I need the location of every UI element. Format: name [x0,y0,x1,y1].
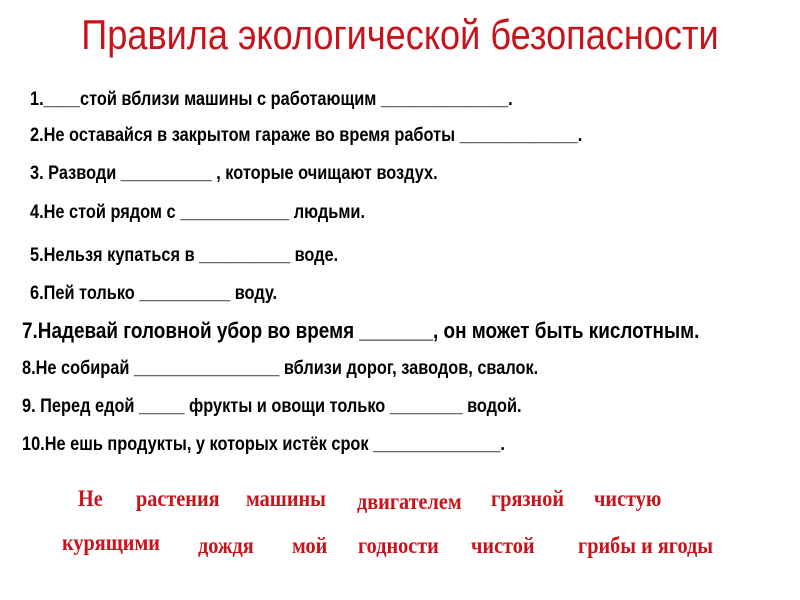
rule-3: 3. Разводи __________ , которые очищают воздух. [30,163,438,184]
rule-2: 2.Не оставайся в закрытом гараже во время работы _____________. [30,125,583,146]
rule-9: 9. Перед едой _____ фрукты и овощи только ________ водой. [22,396,522,417]
page-title: Правила экологической безопасности [81,11,719,58]
word-bank-item: грибы и ягоды [578,533,714,558]
word-bank-item: дождя [198,533,254,558]
rule-7: 7.Надевай головной убор во время _______, он может быть кислотным. [22,318,700,343]
word-bank-item: годности [358,533,439,558]
word-bank-item: грязной [491,486,564,511]
word-bank-item: чистой [471,533,535,558]
rule-1: 1.____стой вблизи машины с работающим ______________. [30,89,513,110]
word-bank-item: курящими [62,530,160,555]
rule-5: 5.Нельзя купаться в __________ воде. [30,245,339,266]
word-bank-item: чистую [594,486,662,511]
rule-4: 4.Не стой рядом с ____________ людьми. [30,202,365,223]
rule-6: 6.Пей только __________ воду. [30,283,278,304]
word-bank [0,480,800,570]
rule-10: 10.Не ешь продукты, у которых истёк срок ______________. [22,434,505,455]
rule-8: 8.Не собирай ________________ вблизи дорог, заводов, свалок. [22,358,539,379]
word-bank-item: растения [136,486,220,511]
word-bank-item: двигателем [357,489,462,514]
word-bank-item: мой [292,533,328,558]
word-bank-item: машины [246,486,326,511]
word-bank-item: Не [78,486,103,511]
